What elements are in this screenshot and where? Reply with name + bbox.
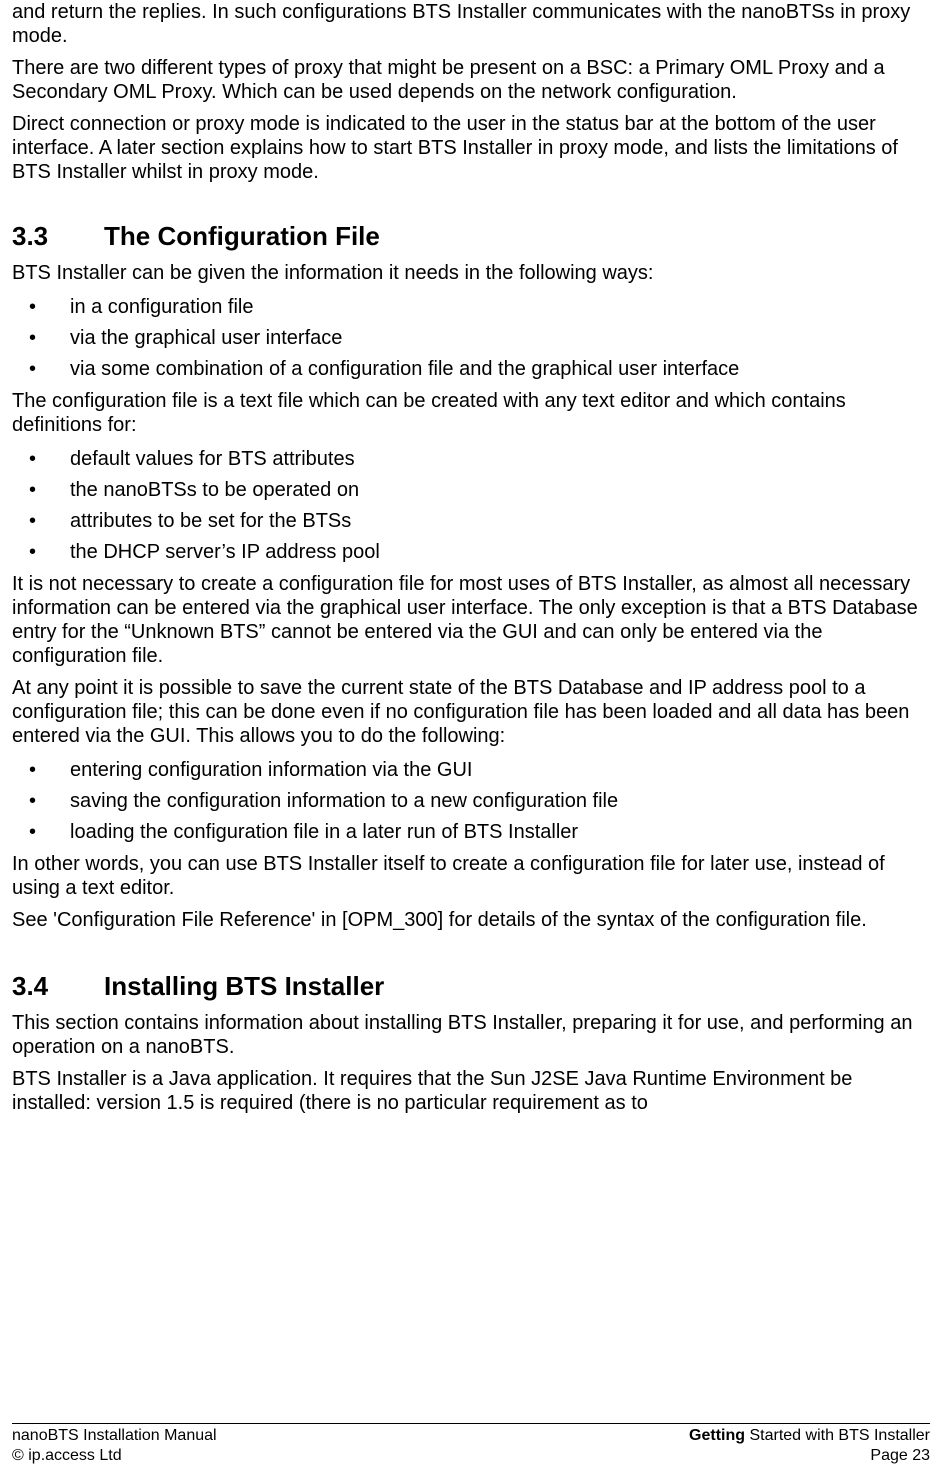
copyright: © ip.access Ltd	[12, 1447, 122, 1464]
section-number: 3.4	[12, 971, 49, 1001]
list-item: • the nanoBTSs to be operated on	[29, 479, 360, 501]
list-item: • in a configuration file	[29, 296, 254, 318]
list-item: • entering configuration information via the GUI	[29, 759, 473, 781]
list-item: • the DHCP server’s IP address pool	[29, 541, 380, 563]
bullet-list	[12, 295, 934, 381]
bullet-icon: •	[29, 510, 37, 532]
paragraph: BTS Installer can be given the information it needs in the following ways:	[12, 262, 654, 284]
list-item: • via some combination of a configuration file and the graphical user interface	[29, 358, 740, 380]
bullet-icon: •	[29, 327, 37, 349]
paragraph: The configuration file is a text file which can be created with any text editor and which contains definitions for:	[12, 390, 846, 436]
list-item: • attributes to be set for the BTSs	[29, 510, 352, 532]
paragraph: It is not necessary to create a configuration file for most uses of BTS Installer, as almost all necessary information can be entered via the graphical user interface. The only exception is that a BTS Database entry for the “Unknown BTS” cannot be entered via the GUI and can only be entered via the configuration file.	[12, 573, 918, 667]
bullet-icon: •	[29, 541, 37, 563]
bullet-list	[12, 447, 934, 564]
list-item: • saving the configuration information to a new configuration file	[29, 790, 619, 812]
list-item: • via the graphical user interface	[29, 327, 343, 349]
section-title: Installing BTS Installer	[104, 971, 385, 1001]
section-title: The Configuration File	[104, 221, 380, 251]
bullet-list	[12, 758, 934, 844]
document-body	[12, 0, 934, 1115]
paragraph: and return the replies. In such configurations BTS Installer communicates with the nanoBTSs in proxy mode.	[12, 1, 911, 47]
manual-title: nanoBTS Installation Manual	[12, 1427, 217, 1444]
section-number: 3.3	[12, 221, 49, 251]
paragraph: This section contains information about installing BTS Installer, preparing it for use, and performing an operation on a nanoBTS.	[12, 1012, 913, 1058]
list-item: • default values for BTS attributes	[29, 448, 355, 470]
bullet-icon: •	[29, 821, 37, 843]
paragraph: At any point it is possible to save the current state of the BTS Database and IP address pool to a configuration file; this can be done even if no configuration file has been loaded and all data has been entered via the GUI. This allows you to do the following:	[12, 677, 910, 747]
paragraph: See 'Configuration File Reference' in [OPM_300] for details of the syntax of the configuration file.	[12, 909, 867, 931]
paragraph: In other words, you can use BTS Installer itself to create a configuration file for later use, instead of using a text editor.	[12, 853, 885, 899]
bullet-icon: •	[29, 479, 37, 501]
chapter-title: Getting Started with BTS Installer	[689, 1427, 930, 1444]
page-number: Page 23	[870, 1447, 930, 1464]
bullet-icon: •	[29, 296, 37, 318]
page-footer	[12, 1423, 930, 1466]
section-heading-3-3	[12, 221, 934, 251]
paragraph: There are two different types of proxy that might be present on a BSC: a Primary OML Proxy and a Secondary OML Proxy. Which can be used depends on the network configuration.	[12, 57, 885, 103]
bullet-icon: •	[29, 759, 37, 781]
paragraph: Direct connection or proxy mode is indicated to the user in the status bar at the bottom of the user interface. A later section explains how to start BTS Installer in proxy mode, and lists the limitations of BTS Installer whilst in proxy mode.	[12, 113, 898, 183]
list-item: • loading the configuration file in a later run of BTS Installer	[29, 821, 579, 843]
bullet-icon: •	[29, 790, 37, 812]
bullet-icon: •	[29, 358, 37, 380]
section-heading-3-4	[12, 971, 934, 1001]
paragraph: BTS Installer is a Java application. It requires that the Sun J2SE Java Runtime Environment be installed: version 1.5 is required (there is no particular requirement as to	[12, 1068, 853, 1114]
bullet-icon: •	[29, 448, 37, 470]
